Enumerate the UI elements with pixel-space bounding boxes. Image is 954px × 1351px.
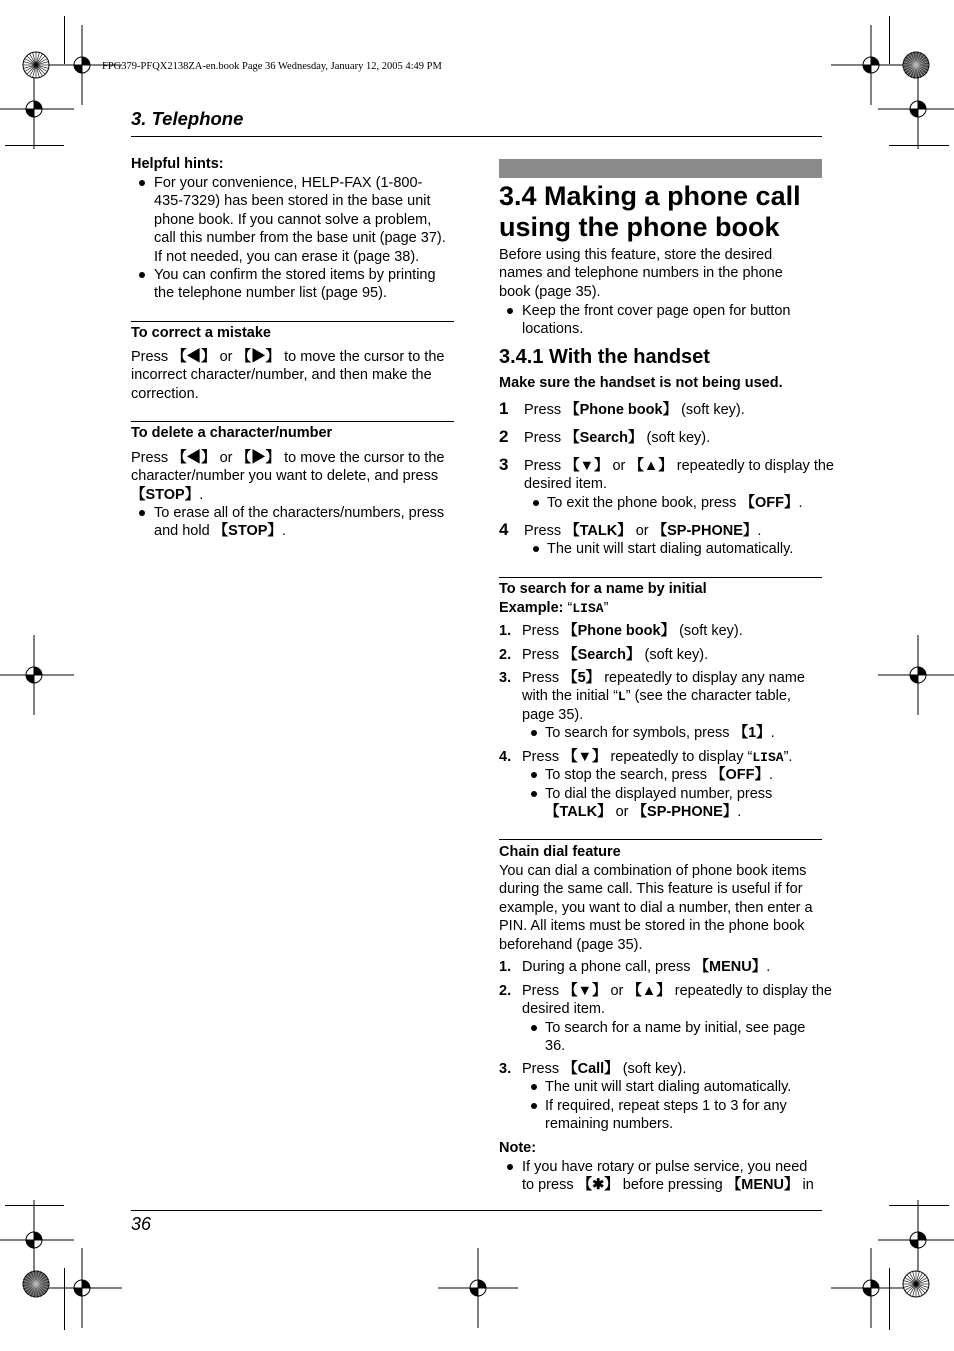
list-bullet-text: To search for symbols, press 【1】. bbox=[545, 725, 775, 742]
registration-starburst-icon bbox=[21, 50, 51, 80]
list-number: 3. bbox=[499, 1061, 512, 1077]
bullet-dot bbox=[533, 546, 539, 552]
header-rule bbox=[131, 136, 822, 137]
list-bullet-text: If required, repeat steps 1 to 3 for any bbox=[545, 1097, 787, 1114]
list-text: Press 【▼】 repeatedly to display “LISA”. bbox=[522, 749, 793, 765]
chapter-title: 3. Telephone bbox=[131, 108, 244, 129]
step-text: Press 【TALK】 or 【SP-PHONE】. bbox=[524, 523, 762, 539]
print-header: FPG379-PFQX2138ZA-en.book Page 36 Wednesday, January 12, 2005 4:49 PM bbox=[102, 61, 442, 72]
section-bar bbox=[499, 159, 822, 178]
bullet-dot bbox=[139, 510, 145, 516]
chain-text: example, you want to dial a number, then enter a bbox=[499, 899, 813, 916]
section-title-line-2: using the phone book bbox=[499, 212, 780, 242]
step-number: 3 bbox=[499, 455, 509, 474]
bullet-dot bbox=[531, 772, 537, 778]
list-number: 3. bbox=[499, 670, 512, 686]
list-text: page 35). bbox=[522, 706, 584, 723]
list-number: 1. bbox=[499, 959, 512, 975]
list-bullet-text: To search for a name by initial, see page bbox=[545, 1019, 806, 1036]
note-text: to press 【✱】 before pressing 【MENU】 in bbox=[522, 1177, 814, 1194]
trim-mark bbox=[889, 1205, 949, 1206]
list-text: Press 【Search】 (soft key). bbox=[522, 647, 709, 663]
correct-text: Press 【◀】 or 【▶】 to move the cursor to the bbox=[131, 349, 445, 365]
step-number: 2 bbox=[499, 427, 509, 446]
correct-text: incorrect character/number, and then make the bbox=[131, 367, 432, 384]
step-number: 4 bbox=[499, 520, 509, 539]
bullet-dot bbox=[531, 1025, 537, 1031]
list-number: 4. bbox=[499, 749, 512, 765]
page-number: 36 bbox=[131, 1214, 152, 1234]
search-heading: To search for a name by initial bbox=[499, 581, 707, 597]
registration-crosshair-icon bbox=[0, 69, 74, 149]
intro-bullet-text: Keep the front cover page open for button bbox=[522, 303, 791, 319]
note-heading: Note: bbox=[499, 1140, 537, 1156]
trim-mark bbox=[5, 145, 64, 146]
delete-bullet-text: To erase all of the characters/numbers, press bbox=[154, 505, 445, 521]
step-text: desired item. bbox=[524, 476, 608, 493]
chain-rule bbox=[499, 839, 822, 840]
bullet-dot bbox=[531, 730, 537, 736]
bullet-dot bbox=[139, 272, 145, 278]
registration-crosshair-icon bbox=[878, 69, 954, 149]
intro-text: Before using this feature, store the desired bbox=[499, 247, 773, 263]
list-text: desired item. bbox=[522, 1001, 606, 1018]
registration-crosshair-icon bbox=[0, 635, 74, 715]
bullet-dot bbox=[507, 308, 513, 314]
delete-text: character/number you want to delete, and press bbox=[131, 468, 439, 485]
step-bullet-text: To exit the phone book, press 【OFF】. bbox=[547, 494, 803, 511]
trim-mark bbox=[889, 16, 890, 64]
delete-bullet-text: and hold 【STOP】. bbox=[154, 523, 286, 540]
step-text: Press 【Search】 (soft key). bbox=[524, 430, 711, 446]
delete-text: Press 【◀】 or 【▶】 to move the cursor to the bbox=[131, 450, 445, 466]
intro-bullet-text: locations. bbox=[522, 321, 584, 338]
hint-text: call this number from the base unit (page 37). bbox=[154, 230, 446, 247]
intro-text: names and telephone numbers in the phone bbox=[499, 265, 783, 282]
trim-mark bbox=[889, 1268, 890, 1330]
trim-mark bbox=[64, 16, 65, 64]
hint-text: You can confirm the stored items by printing bbox=[154, 267, 436, 283]
hint-text: If not needed, you can erase it (page 38). bbox=[154, 248, 420, 265]
registration-starburst-icon bbox=[901, 1269, 931, 1299]
section-title-line-1: 3.4 Making a phone call bbox=[499, 181, 801, 211]
list-text: Press 【Call】 (soft key). bbox=[522, 1061, 687, 1077]
step-number: 1 bbox=[499, 399, 509, 418]
chain-text: PIN. All items must be stored in the phone book bbox=[499, 918, 805, 935]
list-bullet-text: 36. bbox=[545, 1038, 566, 1055]
trim-mark bbox=[5, 1205, 64, 1206]
list-bullet-text: The unit will start dialing automatically. bbox=[545, 1079, 792, 1096]
subsection-note: Make sure the handset is not being used. bbox=[499, 375, 783, 391]
bullet-dot bbox=[531, 791, 537, 797]
trim-mark bbox=[889, 145, 949, 146]
correct-text: correction. bbox=[131, 385, 199, 402]
list-text: During a phone call, press 【MENU】. bbox=[522, 959, 771, 975]
list-text: with the initial “L” (see the character table, bbox=[522, 688, 791, 705]
hint-text: For your convenience, HELP-FAX (1-800- bbox=[154, 175, 423, 191]
registration-crosshair-icon bbox=[878, 635, 954, 715]
bullet-dot bbox=[139, 180, 145, 186]
registration-crosshair-icon bbox=[438, 1248, 518, 1328]
bullet-dot bbox=[531, 1084, 537, 1090]
bullet-dot bbox=[533, 500, 539, 506]
delete-heading: To delete a character/number bbox=[131, 425, 333, 441]
list-bullet-text: To dial the displayed number, press bbox=[545, 785, 773, 802]
list-number: 2. bbox=[499, 983, 512, 999]
chain-text: beforehand (page 35). bbox=[499, 936, 643, 953]
correct-rule bbox=[131, 321, 454, 322]
step-text: Press 【▼】 or 【▲】 repeatedly to display the bbox=[524, 458, 834, 474]
delete-rule bbox=[131, 421, 454, 422]
list-text: Press 【Phone book】 (soft key). bbox=[522, 623, 743, 639]
delete-text: 【STOP】. bbox=[131, 486, 204, 503]
list-bullet-text: To stop the search, press 【OFF】. bbox=[545, 767, 774, 784]
registration-crosshair-icon bbox=[42, 1248, 122, 1328]
bullet-dot bbox=[531, 1103, 537, 1109]
list-text: Press 【5】 repeatedly to display any name bbox=[522, 670, 805, 686]
step-text: Press 【Phone book】 (soft key). bbox=[524, 402, 745, 418]
intro-text: book (page 35). bbox=[499, 283, 601, 300]
registration-crosshair-icon bbox=[831, 1248, 911, 1328]
list-text: Press 【▼】 or 【▲】 repeatedly to display the bbox=[522, 983, 832, 999]
list-bullet-text: remaining numbers. bbox=[545, 1116, 674, 1133]
helpful-hints-heading: Helpful hints: bbox=[131, 156, 224, 172]
list-bullet-text: 【TALK】 or 【SP-PHONE】. bbox=[545, 804, 742, 821]
search-rule bbox=[499, 577, 822, 578]
hint-text: 435-7329) has been stored in the base unit bbox=[154, 193, 431, 210]
list-number: 2. bbox=[499, 647, 512, 663]
chain-heading: Chain dial feature bbox=[499, 844, 621, 860]
note-text: If you have rotary or pulse service, you need bbox=[522, 1159, 808, 1175]
bullet-dot bbox=[507, 1164, 513, 1170]
subsection-title: 3.4.1 With the handset bbox=[499, 346, 710, 368]
trim-mark bbox=[64, 1268, 65, 1330]
chain-text: You can dial a combination of phone book items bbox=[499, 863, 807, 879]
list-number: 1. bbox=[499, 623, 512, 639]
registration-starburst-icon bbox=[21, 1269, 51, 1299]
correct-heading: To correct a mistake bbox=[131, 325, 271, 341]
chain-text: during the same call. This feature is useful if for bbox=[499, 881, 803, 898]
registration-starburst-icon bbox=[901, 50, 931, 80]
search-example: Example: “LISA” bbox=[499, 600, 609, 616]
step-bullet-text: The unit will start dialing automatically. bbox=[547, 541, 794, 558]
hint-text: phone book. If you cannot solve a problem, bbox=[154, 211, 432, 228]
hint-text: the telephone number list (page 95). bbox=[154, 285, 387, 302]
footer-rule bbox=[131, 1210, 822, 1211]
